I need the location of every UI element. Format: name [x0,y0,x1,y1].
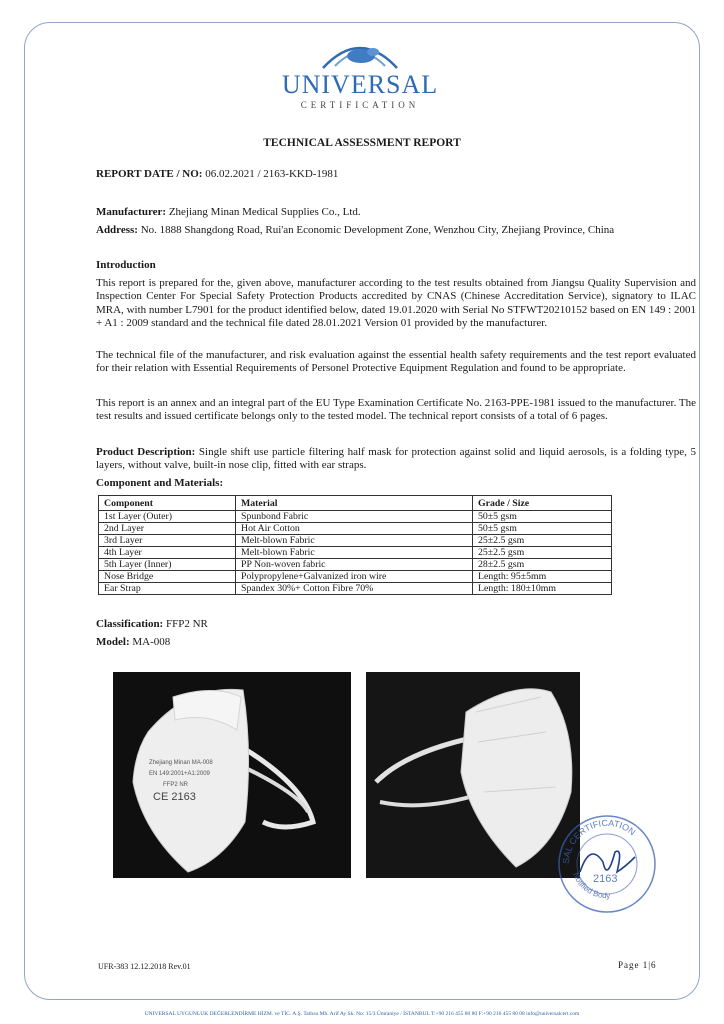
table-cell: PP Non-woven fabric [236,559,473,571]
table-cell: Melt-blown Fabric [236,547,473,559]
introduction-paragraph-1: This report is prepared for the, given above, manufacturer according to the test results obtained from Jiangsu Quality Supervision and Inspection Center For Special Safety Protection Products accredited by CNAS (Chinese Accreditation Service), signatory to ILAC MRA, with number L7901 for the product identified below, dated 19.01.2020 with Serial No STFWT20210152 based on EN 149 : 2001 + A1 : 2009 standard and the technical file dated 28.01.2021 Version 01 provided by the manufacturer. [96,277,696,330]
universal-logo [260,38,460,118]
table-cell: Nose Bridge [99,571,236,583]
table-row [99,535,612,547]
stamp-number: 2163 [593,873,618,885]
address-value: No. 1888 Shangdong Road, Rui'an Economic Development Zone, Wenzhou City, Zhejiang Province, China [140,224,615,236]
introduction-heading: Introduction [96,259,156,271]
introduction-paragraph-3: This report is an annex and an integral part of the EU Type Examination Certificate No. 2163-PPE-1981 issued to the manufacturer. The test results and issued certificate belongs only to the tested model. The technical report consists of a total of 6 pages. [96,397,696,423]
table-cell: 4th Layer [99,547,236,559]
table-row [99,559,612,571]
mask-front-photo [113,672,351,878]
components-heading: Component and Materials: [96,477,224,489]
product-description [96,446,696,473]
table-cell: 50±5 gsm [473,523,612,535]
table-cell: Hot Air Cotton [236,523,473,535]
stamp-bottom-text: Notified Body [571,871,611,901]
table-row [99,523,612,535]
mask-print-line-1: Zhejiang Minan MA-008 [149,760,213,766]
table-cell: 25±2.5 gsm [473,535,612,547]
table-header-cell: Grade / Size [473,496,612,511]
report-title: TECHNICAL ASSESSMENT REPORT [263,137,461,149]
introduction-paragraph-2: The technical file of the manufacturer, and risk evaluation against the essential health safety requirements and the test report evaluated for their relation with Essential Requirements of Personel Protective Equipment Regulation and found to be appropriate. [96,349,696,375]
table-cell: Spandex 30%+ Cotton Fibre 70% [236,583,473,595]
table-cell: Spunbond Fabric [236,511,473,523]
table-cell: 3rd Layer [99,535,236,547]
mask-side-photo [366,672,580,878]
brand-subtitle: CERTIFICATION [300,100,420,110]
table-cell: 28±2.5 gsm [473,559,612,571]
components-table [98,495,612,595]
table-cell: 2nd Layer [99,523,236,535]
manufacturer-line [96,206,696,219]
table-row [99,511,612,523]
address-line [96,224,696,237]
table-header-row [99,496,612,511]
stamp-top-text: SAL CERTIFICATION [560,817,638,865]
table-cell: Length: 95±5mm [473,571,612,583]
form-reference: UFR-383 12.12.2018 Rev.01 [98,962,191,971]
address-label: Address: [96,224,138,236]
table-cell: 5th Layer (Inner) [99,559,236,571]
globe-icon [315,38,405,70]
classification-value: FFP2 NR [165,618,208,630]
brand-name: UNIVERSAL [281,70,439,99]
table-cell: 50±5 gsm [473,511,612,523]
report-date-line [96,168,696,181]
model-line [96,636,696,649]
mask-print-line-4: CE 2163 [153,791,196,803]
table-cell: Length: 180±10mm [473,583,612,595]
company-footer: UNIVERSAL UYGUNLUK DEĞERLENDİRME HİZM. ve TİC. A.Ş. Tatlısu Mh. Arif Ay Sk. No: 15/3 Ümraniye / İSTANBUL T:+90 216 455 80 80 F:+90 216 455 80 08 info@universalcert.com [144,1011,580,1017]
manufacturer-value: Zhejiang Minan Medical Supplies Co., Ltd. [168,206,361,218]
product-description-label: Product Description: [96,446,196,458]
table-header-cell: Material [236,496,473,511]
table-cell: Polypropylene+Galvanized iron wire [236,571,473,583]
manufacturer-label: Manufacturer: [96,206,167,218]
classification-label: Classification: [96,618,164,630]
product-description-value: Single shift use particle filtering half mask for protection against solid and liquid aerosols, is a folding type, 5 layers, without valve, built-in nose clip, fitted with ear straps. [96,446,697,472]
table-cell: 1st Layer (Outer) [99,511,236,523]
table-cell: 25±2.5 gsm [473,547,612,559]
table-row [99,547,612,559]
table-row [99,571,612,583]
table-row [99,583,612,595]
report-date-value: 06.02.2021 / 2163-KKD-1981 [205,168,339,180]
classification-line [96,618,696,631]
table-cell: Ear Strap [99,583,236,595]
report-date-label: REPORT DATE / NO: [96,168,203,180]
model-value: MA-008 [132,636,171,648]
signature-mark [580,851,635,872]
mask-print-line-2: EN 149:2001+A1:2009 [149,771,210,777]
table-header-cell: Component [99,496,236,511]
notified-body-stamp [555,812,659,916]
mask-print-line-3: FFP2 NR [163,782,189,788]
model-label: Model: [96,636,130,648]
page-number: Page 1|6 [618,960,657,970]
table-cell: Melt-blown Fabric [236,535,473,547]
